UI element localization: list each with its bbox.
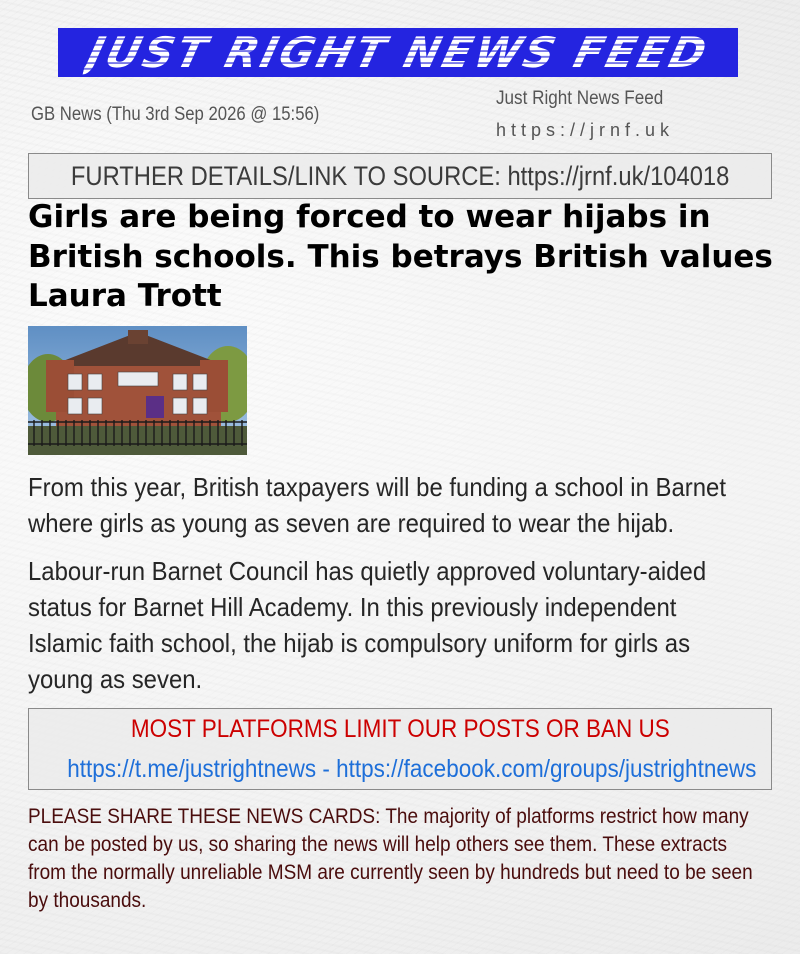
source-link-text[interactable]: FURTHER DETAILS/LINK TO SOURCE: https://jrnf.uk/104018 bbox=[70, 160, 730, 191]
article-paragraph-1: From this year, British taxpayers will be funding a school in Barnet where girls as young as seven are required to wear the hijab. bbox=[28, 472, 726, 538]
source-date-line: GB News (Thu 3rd Sep 2026 @ 15:56) bbox=[31, 104, 320, 125]
site-banner bbox=[58, 28, 738, 77]
feed-name: Just Right News Feed bbox=[496, 88, 664, 109]
article-paragraph-2: Labour-run Barnet Council has quietly approved voluntary-aided status for Barnet Hill Academy. In this previously independent Islamic faith school, the hijab is compulsory uniform for girls as young as seven. bbox=[28, 556, 707, 694]
platform-notice-box bbox=[28, 708, 772, 790]
social-links[interactable]: https://t.me/justrightnews - https://facebook.com/groups/justrightnews bbox=[67, 755, 757, 783]
article-headline: Girls are being forced to wear hijabs in British schools. This betrays British values Laura Trott bbox=[28, 199, 773, 314]
banner-title: JUST RIGHT NEWS FEED bbox=[81, 28, 715, 77]
feed-url[interactable]: https://jrnf.uk bbox=[496, 120, 675, 140]
article-photo bbox=[28, 326, 247, 455]
source-link-box[interactable] bbox=[28, 153, 772, 199]
platform-warning: MOST PLATFORMS LIMIT OUR POSTS OR BAN US bbox=[130, 715, 670, 743]
share-notice: PLEASE SHARE THESE NEWS CARDS: The majority of platforms restrict how many can be posted by us, so sharing the news will help others see them. These extracts from the normally unreliable MSM are currently seen by hundreds but need to be seen by thousands. bbox=[28, 805, 753, 912]
